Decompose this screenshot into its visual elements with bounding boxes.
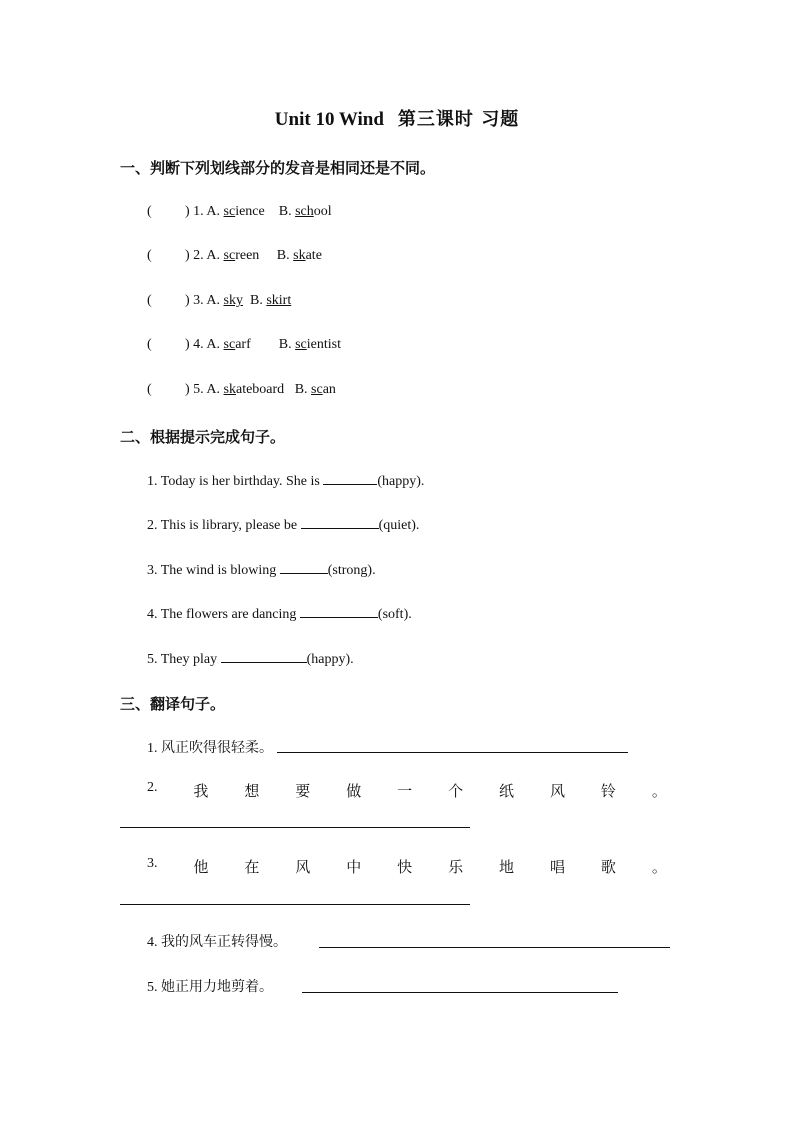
s1-question-3: ( ) 3. A. sky B. skirt	[147, 293, 292, 308]
s3-item-3: 3. 他 在 风 中 快 乐 地 唱 歌 。	[147, 856, 667, 876]
page-title	[0, 105, 794, 131]
s2-sentence-1: 1. Today is her birthday. She is (happy).	[147, 471, 424, 490]
answer-blank[interactable]	[301, 515, 379, 529]
s3-item-1: 1. 风正吹得很轻柔。	[147, 740, 273, 756]
s1-question-5: ( ) 5. A. skateboard B. scan	[147, 382, 336, 397]
s3-item-4: 4. 我的风车正转得慢。	[147, 934, 287, 950]
answer-blank[interactable]	[323, 471, 377, 485]
section2-heading: 二、根据提示完成句子。	[120, 428, 286, 446]
answer-line[interactable]	[319, 947, 670, 948]
s3-item-5: 5. 她正用力地剪着。	[147, 979, 273, 995]
title-chinese: 第三课时 习题	[397, 109, 520, 130]
s3-item-2: 2. 我 想 要 做 一 个 纸 风 铃 。	[147, 780, 667, 800]
s1-question-2: ( ) 2. A. screen B. skate	[147, 248, 322, 263]
answer-paren[interactable]: (	[147, 337, 152, 352]
s1-question-4: ( ) 4. A. scarf B. scientist	[147, 337, 341, 352]
answer-line[interactable]	[277, 752, 628, 753]
section1-heading: 一、判断下列划线部分的发音是相同还是不同。	[120, 159, 436, 177]
answer-paren[interactable]: (	[147, 382, 152, 397]
answer-blank[interactable]	[280, 560, 328, 574]
s2-sentence-3: 3. The wind is blowing (strong).	[147, 560, 376, 579]
s1-question-1: ( ) 1. A. science B. school	[147, 204, 332, 219]
answer-line[interactable]	[120, 827, 470, 828]
s2-sentence-4: 4. The flowers are dancing (soft).	[147, 604, 412, 623]
answer-blank[interactable]	[300, 604, 378, 618]
section3-heading: 三、翻译句子。	[120, 695, 226, 713]
answer-line[interactable]	[120, 904, 470, 905]
answer-paren[interactable]: (	[147, 204, 152, 219]
s2-sentence-2: 2. This is library, please be (quiet).	[147, 515, 419, 534]
answer-paren[interactable]: (	[147, 293, 152, 308]
s2-sentence-5: 5. They play (happy).	[147, 649, 354, 668]
answer-line[interactable]	[302, 992, 618, 993]
answer-blank[interactable]	[221, 649, 307, 663]
answer-paren[interactable]: (	[147, 248, 152, 263]
title-english: Unit 10 Wind	[274, 109, 384, 130]
